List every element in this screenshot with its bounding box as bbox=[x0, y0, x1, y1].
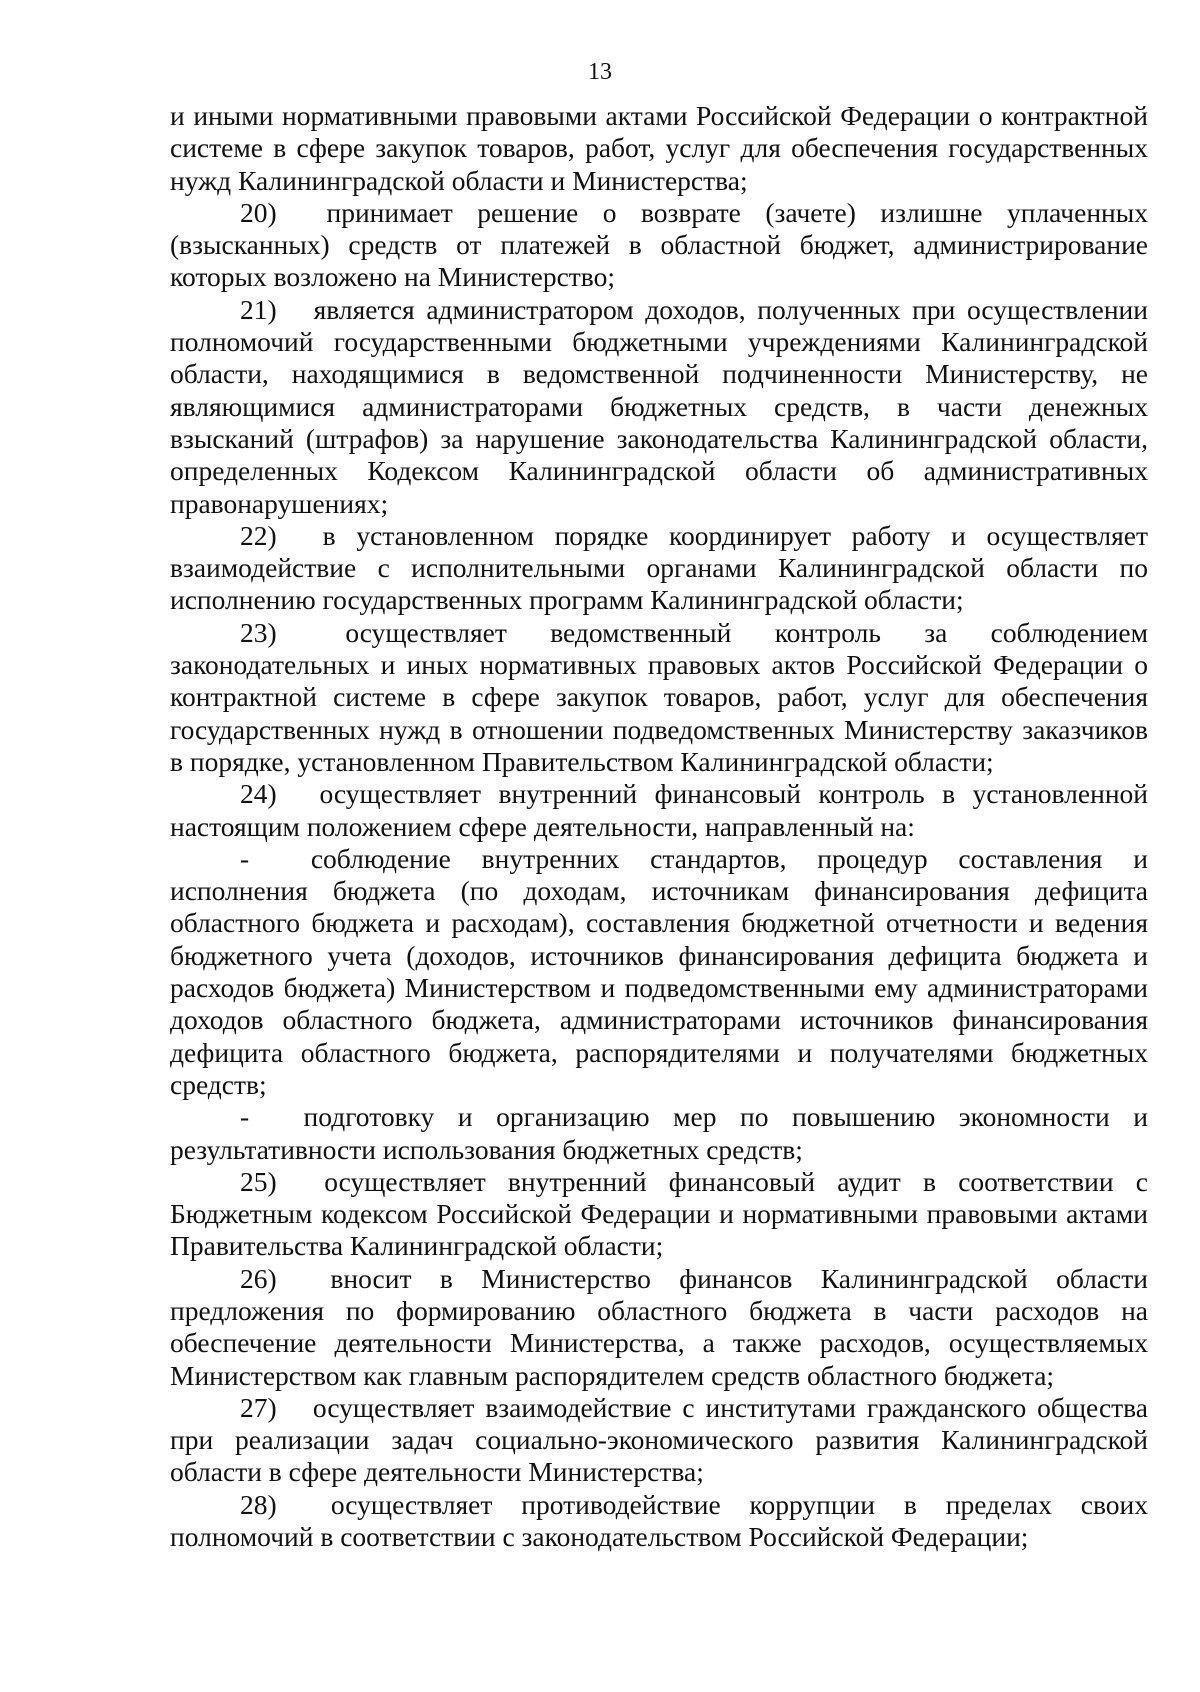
dash-item-efficiency bbox=[170, 1101, 1148, 1166]
item-number: 23) bbox=[240, 616, 277, 648]
item-text: вносит в Министерство финансов Калининградской области предложения по формированию областного бюджета в части расходов на обеспечение деятельности Министерства, а также расходов, осуществляемых Министерством как главным распорядителем средств областного бюджета; bbox=[170, 1262, 1149, 1391]
dash-marker: - bbox=[240, 842, 250, 874]
list-item-22 bbox=[170, 520, 1148, 617]
item-text: принимает решение о возврате (зачете) излишне уплаченных (взысканных) средств от платежей в областной бюджет, администрирование которых возложено на Министерство; bbox=[170, 196, 1148, 293]
list-item-26 bbox=[170, 1263, 1148, 1392]
item-number: 28) bbox=[240, 1488, 277, 1520]
item-text: осуществляет внутренний финансовый контроль в установленной настоящим положением сфере деятельности, направленный на: bbox=[170, 778, 1149, 842]
item-number: 25) bbox=[240, 1165, 277, 1197]
list-item-27 bbox=[170, 1392, 1148, 1489]
list-item-24 bbox=[170, 778, 1148, 843]
dash-marker: - bbox=[240, 1101, 250, 1133]
list-item-21 bbox=[170, 294, 1148, 520]
item-text: является администратором доходов, полученных при осуществлении полномочий государственными бюджетными учреждениями Калининградской области, находящимися в ведомственной подчиненности Министерству, не являющимися администраторами бюджетных средств, в части денежных взысканий (штрафов) за нарушение законодательства Калининградской области, определенных Кодексом Калининградской области об административных правонарушениях; bbox=[170, 293, 1148, 519]
page-number: 13 bbox=[588, 59, 612, 85]
document-body bbox=[170, 100, 1148, 1553]
list-item-28 bbox=[170, 1489, 1148, 1554]
item-number: 27) bbox=[240, 1391, 277, 1423]
dash-item-standards bbox=[170, 843, 1148, 1101]
item-text: осуществляет противодействие коррупции в пределах своих полномочий в соответствии с законодательством Российской Федерации; bbox=[170, 1488, 1148, 1553]
dash-item-text: подготовку и организацию мер по повышению экономности и результативности использования бюджетных средств; bbox=[170, 1101, 1149, 1165]
list-item-23 bbox=[170, 617, 1148, 778]
item-text: в установленном порядке координирует работу и осуществляет взаимодействие с исполнительными органами Калининградской области по исполнению государственных программ Калининградской области; bbox=[170, 519, 1148, 616]
item-number: 21) bbox=[240, 293, 277, 325]
list-item-20 bbox=[170, 197, 1148, 294]
dash-item-text: соблюдение внутренних стандартов, процедур составления и исполнения бюджета (по доходам, источникам финансирования дефицита областного бюджета и расходам), составления бюджетной отчетности и ведения бюджетного учета (доходов, источников финансирования дефицита бюджета и расходов бюджета) Министерством и подведомственными ему администраторами доходов областного бюджета, администраторами источников финансирования дефицита областного бюджета, распорядителями и получателями бюджетных средств; bbox=[170, 842, 1148, 1100]
item-text: осуществляет внутренний финансовый аудит в соответствии с Бюджетным кодексом Российской Федерации и нормативными правовыми актами Правительства Калининградской области; bbox=[170, 1165, 1148, 1262]
item-text: осуществляет ведомственный контроль за соблюдением законодательных и иных нормативных правовых актов Российской Федерации о контрактной системе в сфере закупок товаров, работ, услуг для обеспечения государственных нужд в отношении подведомственных Министерству заказчиков в порядке, установленном Правительством Калининградской области; bbox=[170, 616, 1148, 777]
item-number: 26) bbox=[240, 1262, 277, 1294]
item-text: осуществляет взаимодействие с институтами гражданского общества при реализации задач социально-экономического развития Калининградской области в сфере деятельности Министерства; bbox=[170, 1391, 1148, 1488]
item-number: 24) bbox=[240, 778, 277, 810]
paragraph-continuation bbox=[170, 100, 1148, 197]
item-number: 22) bbox=[240, 519, 277, 551]
item-number: 20) bbox=[240, 196, 277, 228]
list-item-25 bbox=[170, 1166, 1148, 1263]
paragraph-text: и иными нормативными правовыми актами Российской Федерации о контрактной системе в сфере закупок товаров, работ, услуг для обеспечения государственных нужд Калининградской области и Министерства; bbox=[170, 100, 1148, 196]
